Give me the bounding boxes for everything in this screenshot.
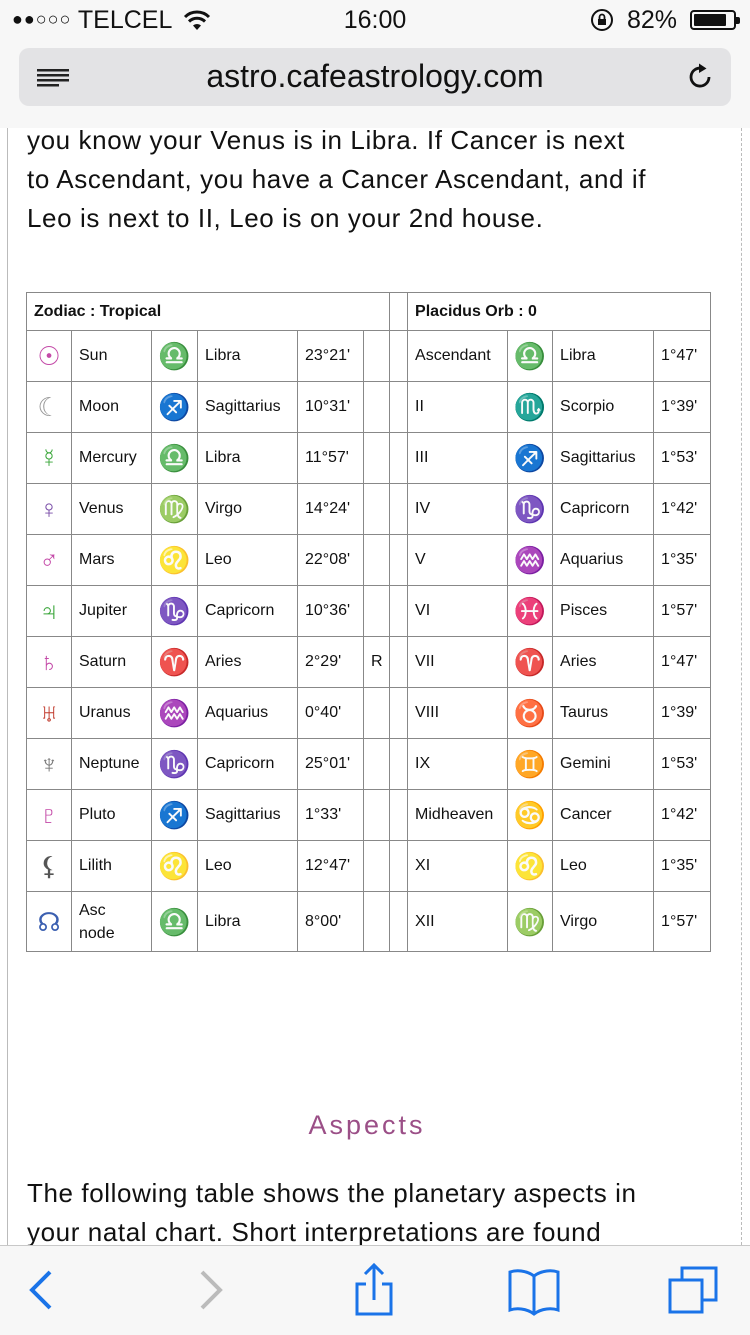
house-degree: 1°42' — [654, 484, 711, 535]
house-name: VII — [408, 637, 508, 688]
lilith-icon: ⚸ — [27, 841, 72, 892]
sign-name: Virgo — [198, 484, 298, 535]
degree: 10°36' — [298, 586, 364, 637]
house-sign-name: Gemini — [553, 739, 654, 790]
house-sign-name: Taurus — [553, 688, 654, 739]
orb-label: Placidus Orb : 0 — [408, 293, 711, 331]
retrograde-flag — [364, 688, 390, 739]
url-text[interactable]: astro.cafeastrology.com — [206, 58, 544, 94]
planet-name: Neptune — [72, 739, 152, 790]
planet-name: Lilith — [72, 841, 152, 892]
degree: 0°40' — [298, 688, 364, 739]
house-name: Ascendant — [408, 331, 508, 382]
libra-icon: ♎ — [152, 331, 198, 382]
degree: 8°00' — [298, 892, 364, 952]
planet-name-line: node — [79, 924, 115, 942]
jupiter-icon: ♃ — [27, 586, 72, 637]
sign-name: Libra — [198, 433, 298, 484]
degree: 25°01' — [298, 739, 364, 790]
house-sign-name: Pisces — [553, 586, 654, 637]
retrograde-flag — [364, 586, 390, 637]
pisces-icon: ♓ — [508, 586, 553, 637]
signal-strength-icon: ●●○○○ — [12, 9, 72, 29]
retrograde-flag — [364, 433, 390, 484]
column-gap — [390, 637, 408, 688]
house-sign-name: Libra — [553, 331, 654, 382]
virgo-icon: ♍ — [508, 892, 553, 952]
aquarius-icon: ♒ — [508, 535, 553, 586]
web-page-content — [7, 128, 742, 1245]
house-sign-name: Cancer — [553, 790, 654, 841]
house-name: VIII — [408, 688, 508, 739]
table-row — [27, 841, 711, 892]
browser-address-bar — [0, 40, 750, 128]
table-row — [27, 433, 711, 484]
planet-name-line: Asc — [79, 901, 106, 919]
planet-name: Saturn — [72, 637, 152, 688]
degree: 11°57' — [298, 433, 364, 484]
degree: 22°08' — [298, 535, 364, 586]
sign-name: Aries — [198, 637, 298, 688]
sign-name: Aquarius — [198, 688, 298, 739]
uranus-icon: ♅ — [27, 688, 72, 739]
house-degree: 1°57' — [654, 892, 711, 952]
intro-paragraph — [27, 128, 717, 238]
aspects-heading: Aspects — [308, 1110, 426, 1140]
table-row — [27, 688, 711, 739]
planet-name: Jupiter — [72, 586, 152, 637]
venus-icon: ♀ — [27, 484, 72, 535]
retrograde-flag — [364, 382, 390, 433]
column-gap — [390, 382, 408, 433]
house-sign-name: Aquarius — [553, 535, 654, 586]
degree: 12°47' — [298, 841, 364, 892]
intro-line: you know your Venus is in Libra. If Cancer is next — [27, 128, 625, 155]
leo-icon: ♌ — [152, 535, 198, 586]
house-sign-name: Virgo — [553, 892, 654, 952]
tabs-icon[interactable] — [666, 1262, 722, 1318]
retrograde-flag — [364, 841, 390, 892]
capricorn-icon: ♑ — [152, 739, 198, 790]
column-gap — [390, 841, 408, 892]
mercury-icon: ☿ — [27, 433, 72, 484]
leo-icon: ♌ — [508, 841, 553, 892]
retrograde-flag — [364, 484, 390, 535]
retrograde-flag — [364, 739, 390, 790]
house-degree: 1°42' — [654, 790, 711, 841]
sign-name: Sagittarius — [198, 382, 298, 433]
sign-name: Capricorn — [198, 739, 298, 790]
battery-percent: 82% — [627, 6, 678, 34]
sagittarius-icon: ♐ — [152, 790, 198, 841]
leo-icon: ♌ — [152, 841, 198, 892]
column-gap — [390, 586, 408, 637]
house-name: V — [408, 535, 508, 586]
mars-icon: ♂ — [27, 535, 72, 586]
zodiac-label: Zodiac : Tropical — [27, 293, 390, 331]
url-field[interactable] — [19, 48, 731, 106]
retrograde-flag — [364, 892, 390, 952]
house-degree: 1°35' — [654, 841, 711, 892]
house-sign-name: Scorpio — [553, 382, 654, 433]
table-row — [27, 637, 711, 688]
sagittarius-icon: ♐ — [508, 433, 553, 484]
taurus-icon: ♉ — [508, 688, 553, 739]
sagittarius-icon: ♐ — [152, 382, 198, 433]
battery-fill — [694, 14, 726, 26]
orientation-lock-icon — [590, 8, 614, 32]
sign-name: Capricorn — [198, 586, 298, 637]
table-row — [27, 382, 711, 433]
planet-name: Moon — [72, 382, 152, 433]
house-name: IX — [408, 739, 508, 790]
saturn-icon: ♄ — [27, 637, 72, 688]
house-degree: 1°53' — [654, 433, 711, 484]
table-row — [27, 484, 711, 535]
retrograde-flag — [364, 790, 390, 841]
planet-name: Pluto — [72, 790, 152, 841]
degree: 1°33' — [298, 790, 364, 841]
libra-icon: ♎ — [152, 892, 198, 952]
aspects-paragraph — [27, 1174, 717, 1245]
sign-name: Leo — [198, 535, 298, 586]
house-degree: 1°57' — [654, 586, 711, 637]
column-gap — [390, 790, 408, 841]
house-degree: 1°47' — [654, 637, 711, 688]
table-row — [27, 586, 711, 637]
house-name: Midheaven — [408, 790, 508, 841]
moon-icon: ☾ — [27, 382, 72, 433]
gemini-icon: ♊ — [508, 739, 553, 790]
neptune-icon: ♆ — [27, 739, 72, 790]
column-gap — [390, 892, 408, 952]
aries-icon: ♈ — [152, 637, 198, 688]
scorpio-icon: ♏ — [508, 382, 553, 433]
table-row — [27, 739, 711, 790]
pluto-icon: ♇ — [27, 790, 72, 841]
node-icon: ☊ — [27, 892, 72, 952]
planet-name: Venus — [72, 484, 152, 535]
planet-house-table — [26, 292, 711, 952]
house-degree: 1°53' — [654, 739, 711, 790]
planet-name: Mercury — [72, 433, 152, 484]
sign-name: Leo — [198, 841, 298, 892]
degree: 14°24' — [298, 484, 364, 535]
planet-name — [72, 892, 152, 952]
table-row — [27, 790, 711, 841]
house-sign-name: Sagittarius — [553, 433, 654, 484]
libra-icon: ♎ — [152, 433, 198, 484]
aspects-line: your natal chart. Short interpretations are found — [27, 1217, 602, 1245]
column-gap — [390, 331, 408, 382]
column-gap — [390, 535, 408, 586]
back-icon[interactable] — [14, 1262, 70, 1318]
house-name: IV — [408, 484, 508, 535]
planet-name: Uranus — [72, 688, 152, 739]
forward-icon[interactable] — [182, 1262, 238, 1318]
house-degree: 1°47' — [654, 331, 711, 382]
column-gap — [390, 484, 408, 535]
house-name: XII — [408, 892, 508, 952]
aquarius-icon: ♒ — [152, 688, 198, 739]
battery-icon — [690, 10, 736, 30]
house-sign-name: Leo — [553, 841, 654, 892]
sun-icon: ☉ — [27, 331, 72, 382]
aries-icon: ♈ — [508, 637, 553, 688]
aspects-line: The following table shows the planetary aspects in — [27, 1178, 637, 1208]
column-gap — [390, 739, 408, 790]
bookmarks-icon[interactable] — [506, 1262, 562, 1318]
share-icon[interactable] — [346, 1262, 402, 1318]
house-degree: 1°35' — [654, 535, 711, 586]
browser-toolbar — [0, 1245, 750, 1335]
table-row — [27, 331, 711, 382]
cancer-icon: ♋ — [508, 790, 553, 841]
table-row — [27, 535, 711, 586]
status-bar — [0, 0, 750, 40]
column-gap — [390, 433, 408, 484]
capricorn-icon: ♑ — [508, 484, 553, 535]
sign-name: Libra — [198, 892, 298, 952]
table-header-row — [27, 293, 711, 331]
carrier-name: TELCEL — [77, 6, 172, 34]
column-gap — [390, 688, 408, 739]
clock: 16:00 — [343, 6, 407, 34]
degree: 2°29' — [298, 637, 364, 688]
table-row — [27, 892, 711, 952]
retrograde-flag: R — [364, 637, 390, 688]
house-sign-name: Aries — [553, 637, 654, 688]
capricorn-icon: ♑ — [152, 586, 198, 637]
house-name: VI — [408, 586, 508, 637]
intro-line: Leo is next to II, Leo is on your 2nd house. — [27, 203, 544, 233]
planet-name: Sun — [72, 331, 152, 382]
house-name: XI — [408, 841, 508, 892]
house-name: II — [408, 382, 508, 433]
house-degree: 1°39' — [654, 382, 711, 433]
house-degree: 1°39' — [654, 688, 711, 739]
retrograde-flag — [364, 331, 390, 382]
house-sign-name: Capricorn — [553, 484, 654, 535]
retrograde-flag — [364, 535, 390, 586]
planet-name: Mars — [72, 535, 152, 586]
intro-line: to Ascendant, you have a Cancer Ascendant, and if — [27, 164, 647, 194]
reload-icon[interactable] — [685, 62, 715, 92]
sign-name: Sagittarius — [198, 790, 298, 841]
status-right — [590, 6, 736, 35]
degree: 10°31' — [298, 382, 364, 433]
virgo-icon: ♍ — [152, 484, 198, 535]
libra-icon: ♎ — [508, 331, 553, 382]
house-name: III — [408, 433, 508, 484]
degree: 23°21' — [298, 331, 364, 382]
sign-name: Libra — [198, 331, 298, 382]
column-gap — [390, 293, 408, 331]
